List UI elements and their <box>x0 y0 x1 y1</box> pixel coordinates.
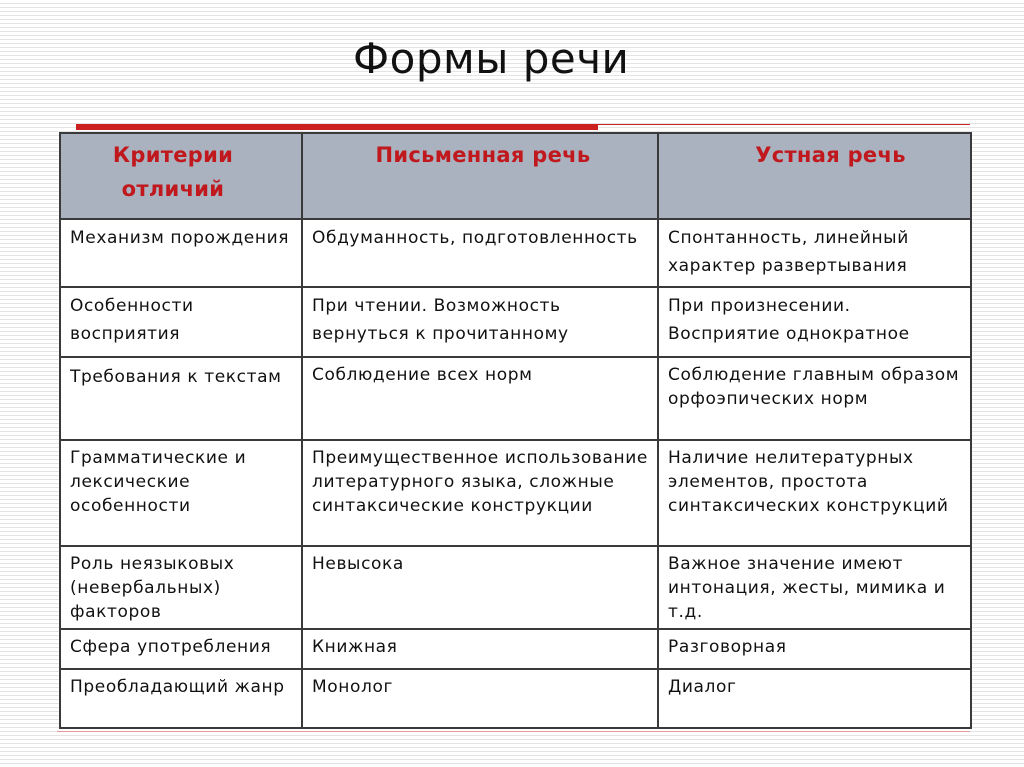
slide-title: Формы речи <box>353 34 630 83</box>
table-row <box>60 357 971 440</box>
row-written: Книжная <box>302 629 658 669</box>
row-criterion: Роль неязыковых (невербальных) факторов <box>60 546 302 629</box>
row-criterion: Грамматические и лексические особенности <box>60 440 302 546</box>
table-row <box>60 287 971 357</box>
row-written: При чтении. Возможность вернуться к прочитанному <box>302 287 658 357</box>
header-oral: Устная речь <box>658 133 971 219</box>
header-written: Письменная речь <box>302 133 658 219</box>
row-written: Преимущественное использование литературного языка, сложные синтаксические конструкции <box>302 440 658 546</box>
accent-line <box>598 124 970 125</box>
row-criterion: Особенности восприятия <box>60 287 302 357</box>
table-row <box>60 219 971 287</box>
row-oral: Диалог <box>658 669 971 728</box>
row-written: Монолог <box>302 669 658 728</box>
table-row <box>60 669 971 728</box>
speech-forms-table <box>59 132 972 729</box>
row-criterion: Механизм порождения <box>60 219 302 287</box>
row-oral: Соблюдение главным образом орфоэпических норм <box>658 357 971 440</box>
row-written: Соблюдение всех норм <box>302 357 658 440</box>
row-oral: Важное значение имеют интонация, жесты, мимика и т.д. <box>658 546 971 629</box>
accent-bar <box>76 124 598 130</box>
row-oral: Наличие нелитературных элементов, простота синтаксических конструкций <box>658 440 971 546</box>
row-oral: При произнесении. Восприятие однократное <box>658 287 971 357</box>
row-criterion: Преобладающий жанр <box>60 669 302 728</box>
bottom-rule <box>57 731 970 732</box>
row-oral: Разговорная <box>658 629 971 669</box>
row-oral: Спонтанность, линейный характер развертывания <box>658 219 971 287</box>
table-row <box>60 440 971 546</box>
table-header-row <box>60 133 971 219</box>
row-criterion: Сфера употребления <box>60 629 302 669</box>
header-criteria: Критерии отличий <box>60 133 302 219</box>
row-criterion: Требования к текстам <box>60 357 302 440</box>
table-row <box>60 546 971 629</box>
row-written: Обдуманность, подготовленность <box>302 219 658 287</box>
row-written: Невысока <box>302 546 658 629</box>
table-row <box>60 629 971 669</box>
